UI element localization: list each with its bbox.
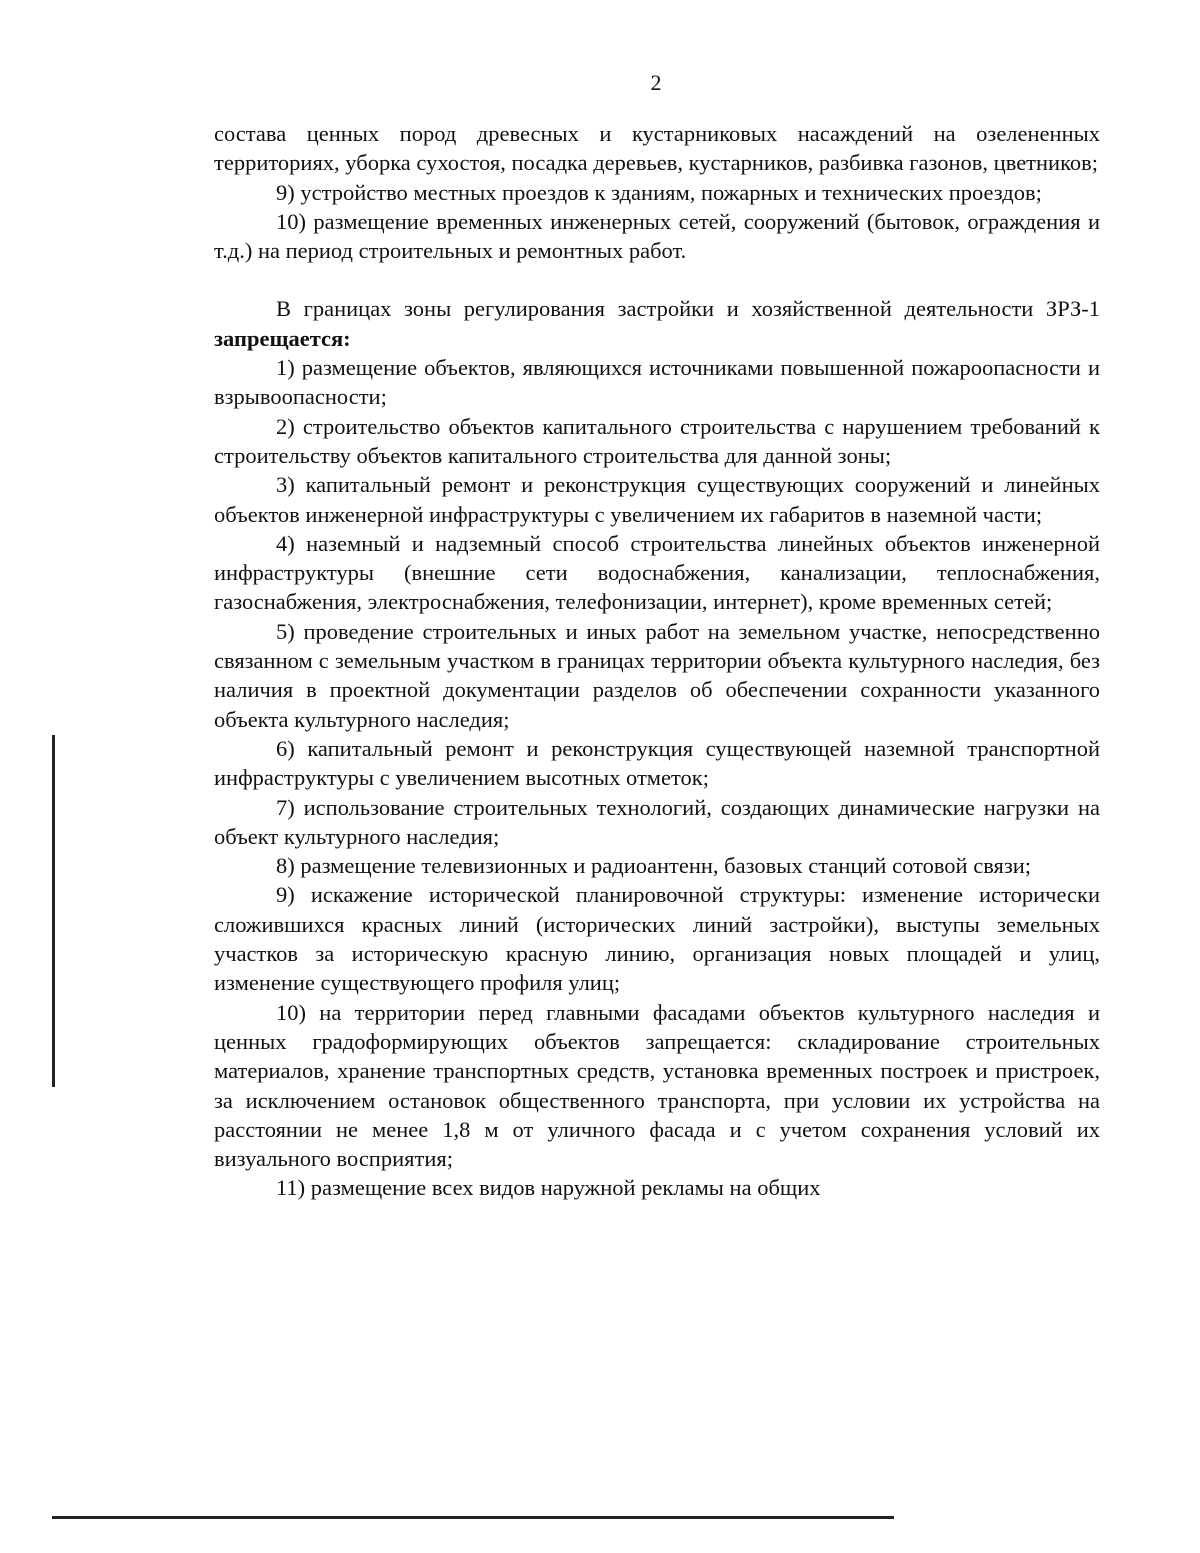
bottom-scan-rule bbox=[52, 1516, 894, 1519]
prohibited-item-1: 1) размещение объектов, являющихся источниками повышенной пожароопасности и взрывоопасности; bbox=[214, 355, 1100, 410]
prohibited-item-11: 11) размещение всех видов наружной рекламы на общих bbox=[276, 1175, 821, 1201]
intro-paragraph-1: состава ценных пород древесных и кустарниковых насаждений на озелененных территориях, уборка сухостоя, посадка деревьев, кустарников, разбивка газонов, цветников; bbox=[214, 121, 1100, 176]
prohibited-item-3: 3) капитальный ремонт и реконструкция существующих сооружений и линейных объектов инженерной инфраструктуры с увеличением их габаритов в наземной части; bbox=[214, 472, 1100, 527]
section-heading bbox=[214, 294, 1100, 353]
prohibited-item-10: 10) на территории перед главными фасадами объектов культурного наследия и ценных градоформирующих объектов запрещается: складирование строительных материалов, хранение транспортных средств, установка временных построек и пристроек, за исключением остановок общественного транспорта, при условии их устройства на расстоянии не менее 1,8 м от уличного фасада и с учетом сохранения условий их визуального восприятия; bbox=[214, 999, 1100, 1172]
margin-change-bar bbox=[52, 735, 55, 1087]
intro-item-9: 9) устройство местных проездов к зданиям, пожарных и технических проездов; bbox=[276, 179, 1042, 205]
prohibited-item-4: 4) наземный и надземный способ строительства линейных объектов инженерной инфраструктуры (внешние сети водоснабжения, канализации, теплоснабжения, газоснабжения, электроснабжения, телефонизации, интернет), кроме временных сетей; bbox=[214, 530, 1100, 615]
intro-item-10: 10) размещение временных инженерных сетей, сооружений (бытовок, ограждения и т.д.) на период строительных и ремонтных работ. bbox=[214, 208, 1100, 264]
prohibited-item-9: 9) искажение исторической планировочной структуры: изменение исторически сложившихся красных линий (исторических линий застройки), выступы земельных участков за историческую красную линию, организация новых площадей и улиц, изменение существующего профиля улиц; bbox=[214, 882, 1100, 996]
paragraph-gap bbox=[214, 265, 1100, 294]
prohibited-item-7: 7) использование строительных технологий, создающих динамические нагрузки на объект культурного наследия; bbox=[214, 794, 1100, 849]
section-heading-bold: запрещается: bbox=[214, 325, 351, 351]
prohibited-item-2: 2) строительство объектов капитального строительства с нарушением требований к строительству объектов капитального строительства для данной зоны; bbox=[214, 413, 1100, 468]
prohibited-item-5: 5) проведение строительных и иных работ на земельном участке, непосредственно связанном с земельным участком в границах территории объекта культурного наследия, без наличия в проектной документации разделов об обеспечении сохранности указанного объекта культурного наследия; bbox=[214, 618, 1100, 732]
prohibited-item-8: 8) размещение телевизионных и радиоантенн, базовых станций сотовой связи; bbox=[276, 853, 1032, 879]
prohibited-item-6: 6) капитальный ремонт и реконструкция существующей наземной транспортной инфраструктуры с увеличением высотных отметок; bbox=[214, 735, 1100, 791]
page-number: 2 bbox=[650, 70, 662, 95]
document-body bbox=[214, 119, 1100, 1203]
section-heading-text: В границах зоны регулирования застройки и хозяйственной деятельности ЗРЗ-1 bbox=[276, 296, 1100, 322]
